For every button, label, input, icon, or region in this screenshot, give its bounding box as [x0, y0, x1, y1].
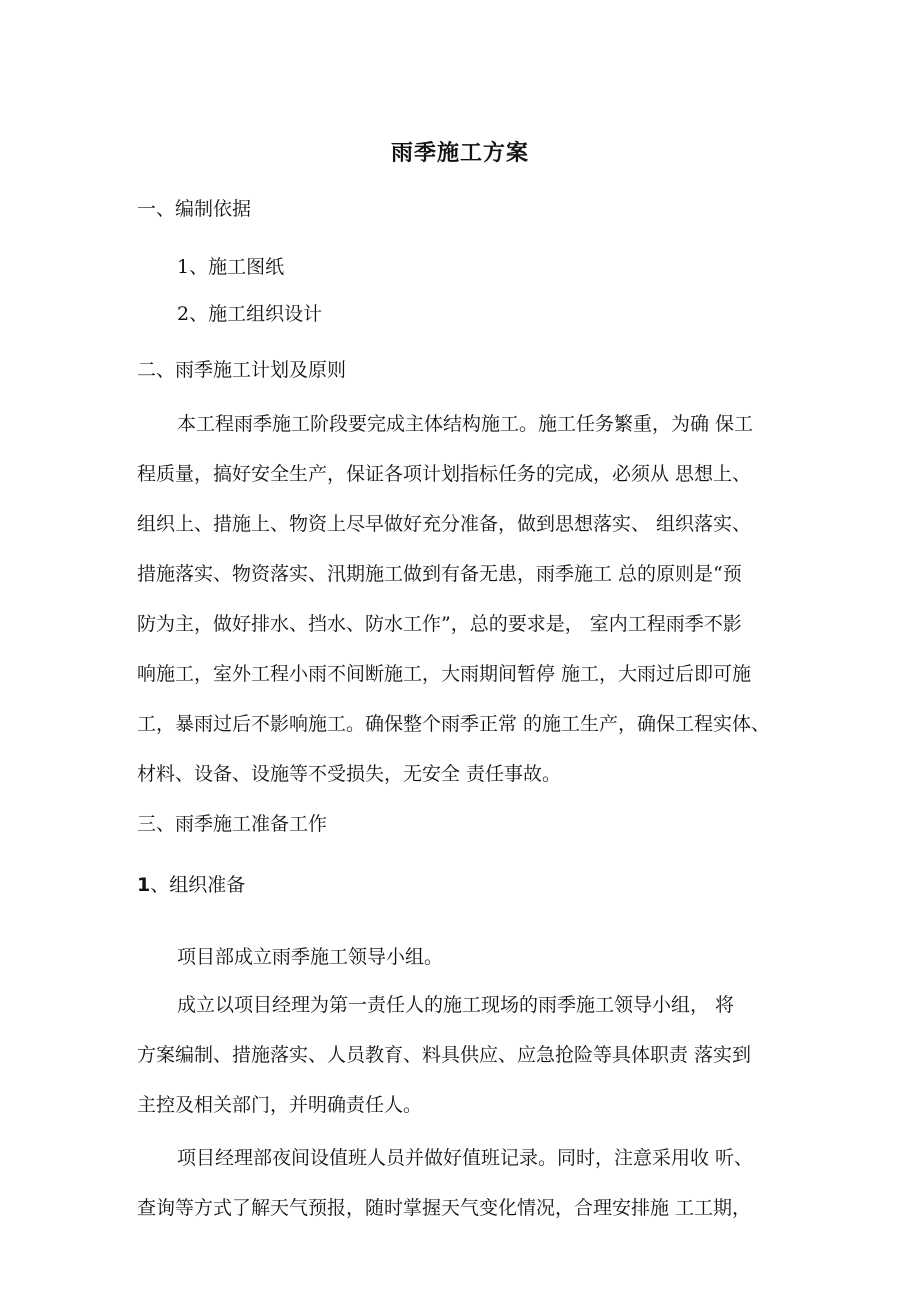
principle-paragraph [137, 409, 793, 809]
paragraph-line: 材料、设备、设施等不受损失，无安全 责任事故。 [137, 763, 562, 785]
section-heading-2: 二、雨季施工计划及原则 [137, 359, 347, 381]
subsection-heading-organization [137, 870, 245, 897]
paragraph-line: 本工程雨季施工阶段要完成主体结构施工。施工任务繁重，为确 保工 [177, 413, 754, 435]
paragraph-line: 主控及相关部门，并明确责任人。 [137, 1094, 423, 1116]
paragraph-line: 工，暴雨过后不影响施工。确保整个雨季正常 的施工生产，确保工程实体、 [137, 713, 771, 735]
subsection-label: 、组织准备 [150, 874, 246, 896]
paragraph-line: 成立以项目经理为第一责任人的施工现场的雨季施工领导小组， 将 [177, 994, 735, 1016]
leadership-group-line: 项目部成立雨季施工领导小组。 [177, 946, 444, 968]
paragraph-line: 查询等方式了解天气预报，随时掌握天气变化情况，合理安排施 工工期， [137, 1197, 752, 1219]
paragraph-line: 方案编制、措施落实、人员教育、料具供应、应急抢险等具体职责 落实到 [137, 1044, 752, 1066]
section-heading-3: 三、雨季施工准备工作 [137, 813, 328, 835]
basis-item-2: 2、施工组织设计 [177, 303, 323, 325]
paragraph-line: 项目经理部夜间设值班人员并做好值班记录。同时，注意采用收 听、 [177, 1147, 754, 1169]
paragraph-line: 防为主，做好排水、挡水、防水工作”，总的要求是， 室内工程雨季不影 [137, 613, 742, 635]
basis-item-1: 1、施工图纸 [177, 256, 285, 278]
paragraph-line: 响施工，室外工程小雨不间断施工，大雨期间暂停 施工，大雨过后即可施 [137, 663, 752, 685]
leadership-paragraph [137, 990, 793, 1140]
night-duty-paragraph [137, 1143, 793, 1243]
paragraph-line: 措施落实、物资落实、汛期施工做到有备无患，雨季施工 总的原则是“预 [137, 563, 742, 585]
document-title: 雨季施工方案 [390, 141, 529, 166]
paragraph-line: 程质量，搞好安全生产，保证各项计划指标任务的完成，必须从 思想上、 [137, 463, 752, 485]
subsection-number: 1 [137, 874, 151, 896]
section-heading-1: 一、编制依据 [137, 198, 252, 220]
paragraph-line: 组织上、措施上、物资上尽早做好充分准备，做到思想落实、 组织落实、 [137, 513, 752, 535]
